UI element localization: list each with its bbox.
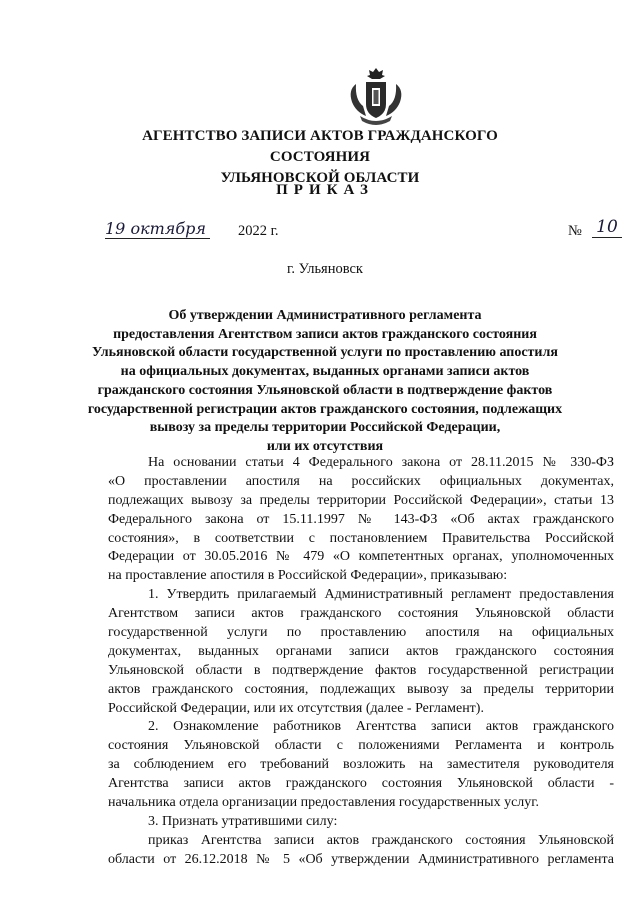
agency-name-line-1: АГЕНТСТВО ЗАПИСИ АКТОВ ГРАЖДАНСКОГО СОСТОЯНИЯ [142,128,498,165]
document-type-title: ПРИКАЗ [276,182,374,198]
body-line: состояния Ульяновской области с положениями Регламента и контроль [108,738,614,754]
order-body [108,454,614,870]
handwritten-number: 10 [592,217,622,238]
subject-line: предоставления Агентством записи актов гражданского состояния [113,326,537,342]
order-subject [70,307,580,457]
body-line: подлежащих вывозу за пределы территории Российской Федерации», статьи 13 [108,492,614,508]
body-line: 3. Признать утратившими силу: [148,813,338,829]
body-line: Федерации от 30.05.2016 № 479 «О компетентных органах, уполномоченных [108,549,614,565]
body-line: На основании статьи 4 Федерального закона от 28.11.2015 № 330-ФЗ [148,455,614,470]
body-line: «О проставлении апостиля на российских официальных документах, [108,473,614,489]
body-line: 2. Ознакомление работников Агентства записи актов гражданского [148,719,614,735]
body-line: Ульяновской области в подтверждение фактов государственной регистрации [108,662,614,678]
number-sign: № [568,223,582,239]
body-line: Российской Федерации, или их отсутствия (далее - Регламент). [108,700,484,716]
body-line: актов гражданского состояния, подлежащих вывозу за пределы территории [108,681,614,697]
body-line: начальника отдела организации предоставления государственных услуг. [108,795,539,811]
agency-name [100,126,540,189]
body-line: Агентством записи актов гражданского состояния Ульяновской области [108,606,614,622]
date-year: 2022 г. [238,223,279,239]
handwritten-date: 19 октября [105,219,210,239]
agency-name-line-2: УЛЬЯНОВСКОЙ ОБЛАСТИ [220,170,420,186]
body-line: области от 26.12.2018 № 5 «Об утверждении Административного регламента [108,851,614,867]
body-line: на проставление апостиля в Российской Федерации», приказываю: [108,568,508,584]
body-line: приказ Агентства записи актов гражданского состояния Ульяновской [148,832,614,848]
city-name: г. Ульяновск [287,261,363,277]
body-line: Агентства записи актов гражданского состояния Ульяновской области - [108,776,614,792]
subject-line: вывозу за пределы территории Российской Федерации, [149,420,501,436]
coat-of-arms-emblem-icon [346,64,406,130]
body-line: 1. Утвердить прилагаемый Административный регламент предоставления [148,587,614,603]
body-line: документах, выданных органами записи актов гражданского состояния [108,643,614,659]
body-line: государственной услуги по проставлению апостиля на официальных [108,625,614,641]
date-number-row [105,217,625,248]
subject-line: Ульяновской области государственной услуги по проставлению апостиля [92,345,558,361]
subject-line: на официальных документах, выданных органами записи актов [120,364,530,380]
subject-line: гражданского состояния Ульяновской области в подтверждение фактов [97,382,553,398]
subject-line: государственной регистрации актов гражданского состояния, подлежащих [87,401,563,417]
body-line: состояния», в соответствии с постановлением Правительства Российской [108,530,614,546]
body-line: за соблюдением его требований возложить на заместителя руководителя [108,757,614,773]
subject-line: или их отсутствия [266,438,384,454]
subject-line: Об утверждении Административного регламента [168,308,482,323]
body-line: Федерального закона от 15.11.1997 № 143-ФЗ «Об актах гражданского [108,511,614,527]
